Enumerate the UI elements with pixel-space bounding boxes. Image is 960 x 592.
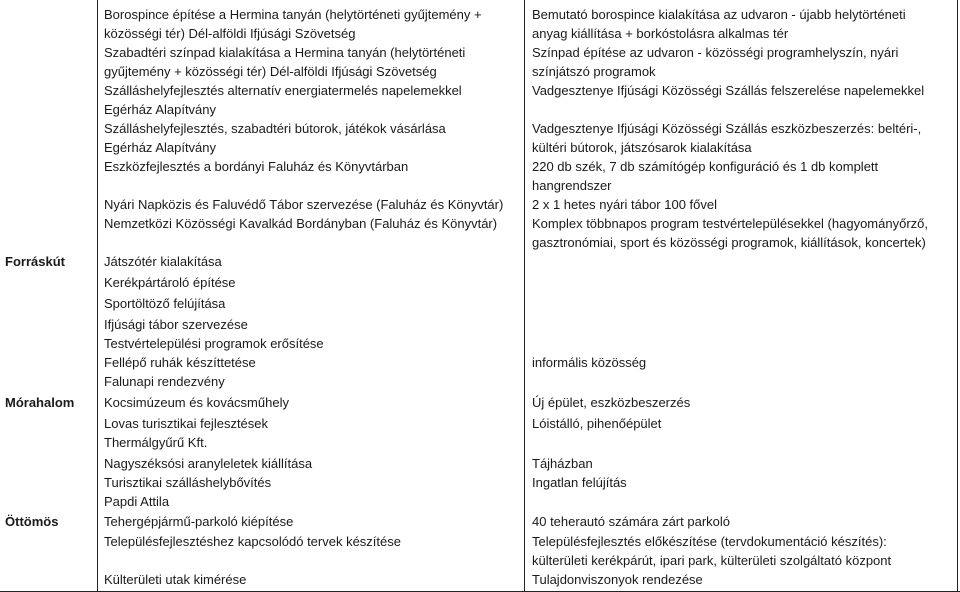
table-cell-project: Falunapi rendezvény: [104, 374, 225, 389]
table-cell-project: Fellépő ruhák készíttetése: [104, 355, 256, 370]
column-rule: [97, 0, 98, 592]
table-cell-result: Településfejlesztés előkészítése (tervdokumentáció készítés): külterületi kerékpárút, ipari park, külterületi szolgáltató központ: [532, 534, 892, 569]
table-cell-project: Turisztikai szálláshelybővítés Papdi Attila: [104, 475, 272, 510]
table-cell-result: Ingatlan felújítás: [532, 475, 627, 490]
place-name: Mórahalom: [5, 395, 75, 410]
table-cell-project: Településfejlesztéshez kapcsolódó tervek készítése: [104, 534, 401, 549]
table-cell-result: Tulajdonviszonyok rendezése: [532, 572, 703, 587]
table-cell-project: Nyári Napközis és Faluvédő Tábor szervezése (Faluház és Könyvtár): [104, 197, 504, 212]
table-cell-result: Vadgesztenye Ifjúsági Közösségi Szállás felszerelése napelemekkel: [532, 83, 925, 98]
place-name: Forráskút: [5, 254, 65, 269]
table-cell-result: 40 teherautó számára zárt parkoló: [532, 514, 730, 529]
table-cell-project: Borospince építése a Hermina tanyán (helytörténeti gyűjtemény + közösségi tér) Dél-alföldi Ifjúsági Szövetség: [104, 7, 482, 42]
table-cell-result: Komplex többnapos program testvértelepülésekkel (hagyományőrző, gasztronómiai, sport és közösségi programok, kiállítások, koncertek): [532, 216, 928, 251]
table-cell-result: Tájházban: [532, 456, 593, 471]
table-cell-result: 220 db szék, 7 db számítógép konfiguráció és 1 db komplett hangrendszer: [532, 159, 879, 194]
table-cell-result: 2 x 1 hetes nyári tábor 100 fővel: [532, 197, 718, 212]
table-cell-project: Nemzetközi Közösségi Kavalkád Bordányban (Faluház és Könyvtár): [104, 216, 498, 231]
table-cell-project: Kerékpártároló építése: [104, 275, 236, 290]
column-rule: [524, 0, 525, 592]
table-cell-result: informális közösség: [532, 355, 647, 370]
table-cell-result: Új épület, eszközbeszerzés: [532, 395, 691, 410]
place-name: Öttömös: [5, 514, 59, 529]
table-cell-project: Tehergépjármű-parkoló kiépítése: [104, 514, 294, 529]
table-cell-result: Színpad építése az udvaron - közösségi programhelyszín, nyári színjátszó programok: [532, 45, 899, 80]
table-cell-result: Vadgesztenye Ifjúsági Közösségi Szállás eszközbeszerzés: beltéri-, kültéri bútorok, játszósarok kialakítása: [532, 121, 922, 156]
table-cell-project: Szálláshelyfejlesztés, szabadtéri bútorok, játékok vásárlása Egérház Alapítvány: [104, 121, 446, 156]
table-cell-project: Nagyszéksósi aranyleletek kiállítása: [104, 456, 313, 471]
table-cell-project: Szálláshelyfejlesztés alternatív energiatermelés napelemekkel Egérház Alapítvány: [104, 83, 462, 118]
table-cell-project: Külterületi utak kimérése: [104, 572, 247, 587]
column-rule: [957, 0, 958, 592]
table-cell-project: Testvértelepülési programok erősítése: [104, 336, 324, 351]
table-cell-project: Sportöltöző felújítása: [104, 296, 226, 311]
table-cell-project: Eszközfejlesztés a bordányi Faluház és Könyvtárban: [104, 159, 409, 174]
table-cell-project: Játszótér kialakítása: [104, 254, 222, 269]
table-cell-project: Ifjúsági tábor szervezése: [104, 317, 248, 332]
table-cell-project: Szabadtéri színpad kialakítása a Hermina tanyán (helytörténeti gyűjtemény + közösségi tér) Dél-alföldi Ifjúsági Szövetség: [104, 45, 466, 80]
table-cell-result: Bemutató borospince kialakítása az udvaron - újabb helytörténeti anyag kiállítása + borkóstolásra alkalmas tér: [532, 7, 906, 42]
table-cell-project: Kocsimúzeum és kovácsműhely: [104, 395, 289, 410]
table-cell-result: Lóistálló, pihenőépület: [532, 416, 662, 431]
table-cell-project: Lovas turisztikai fejlesztések Thermálgyűrű Kft.: [104, 416, 269, 451]
